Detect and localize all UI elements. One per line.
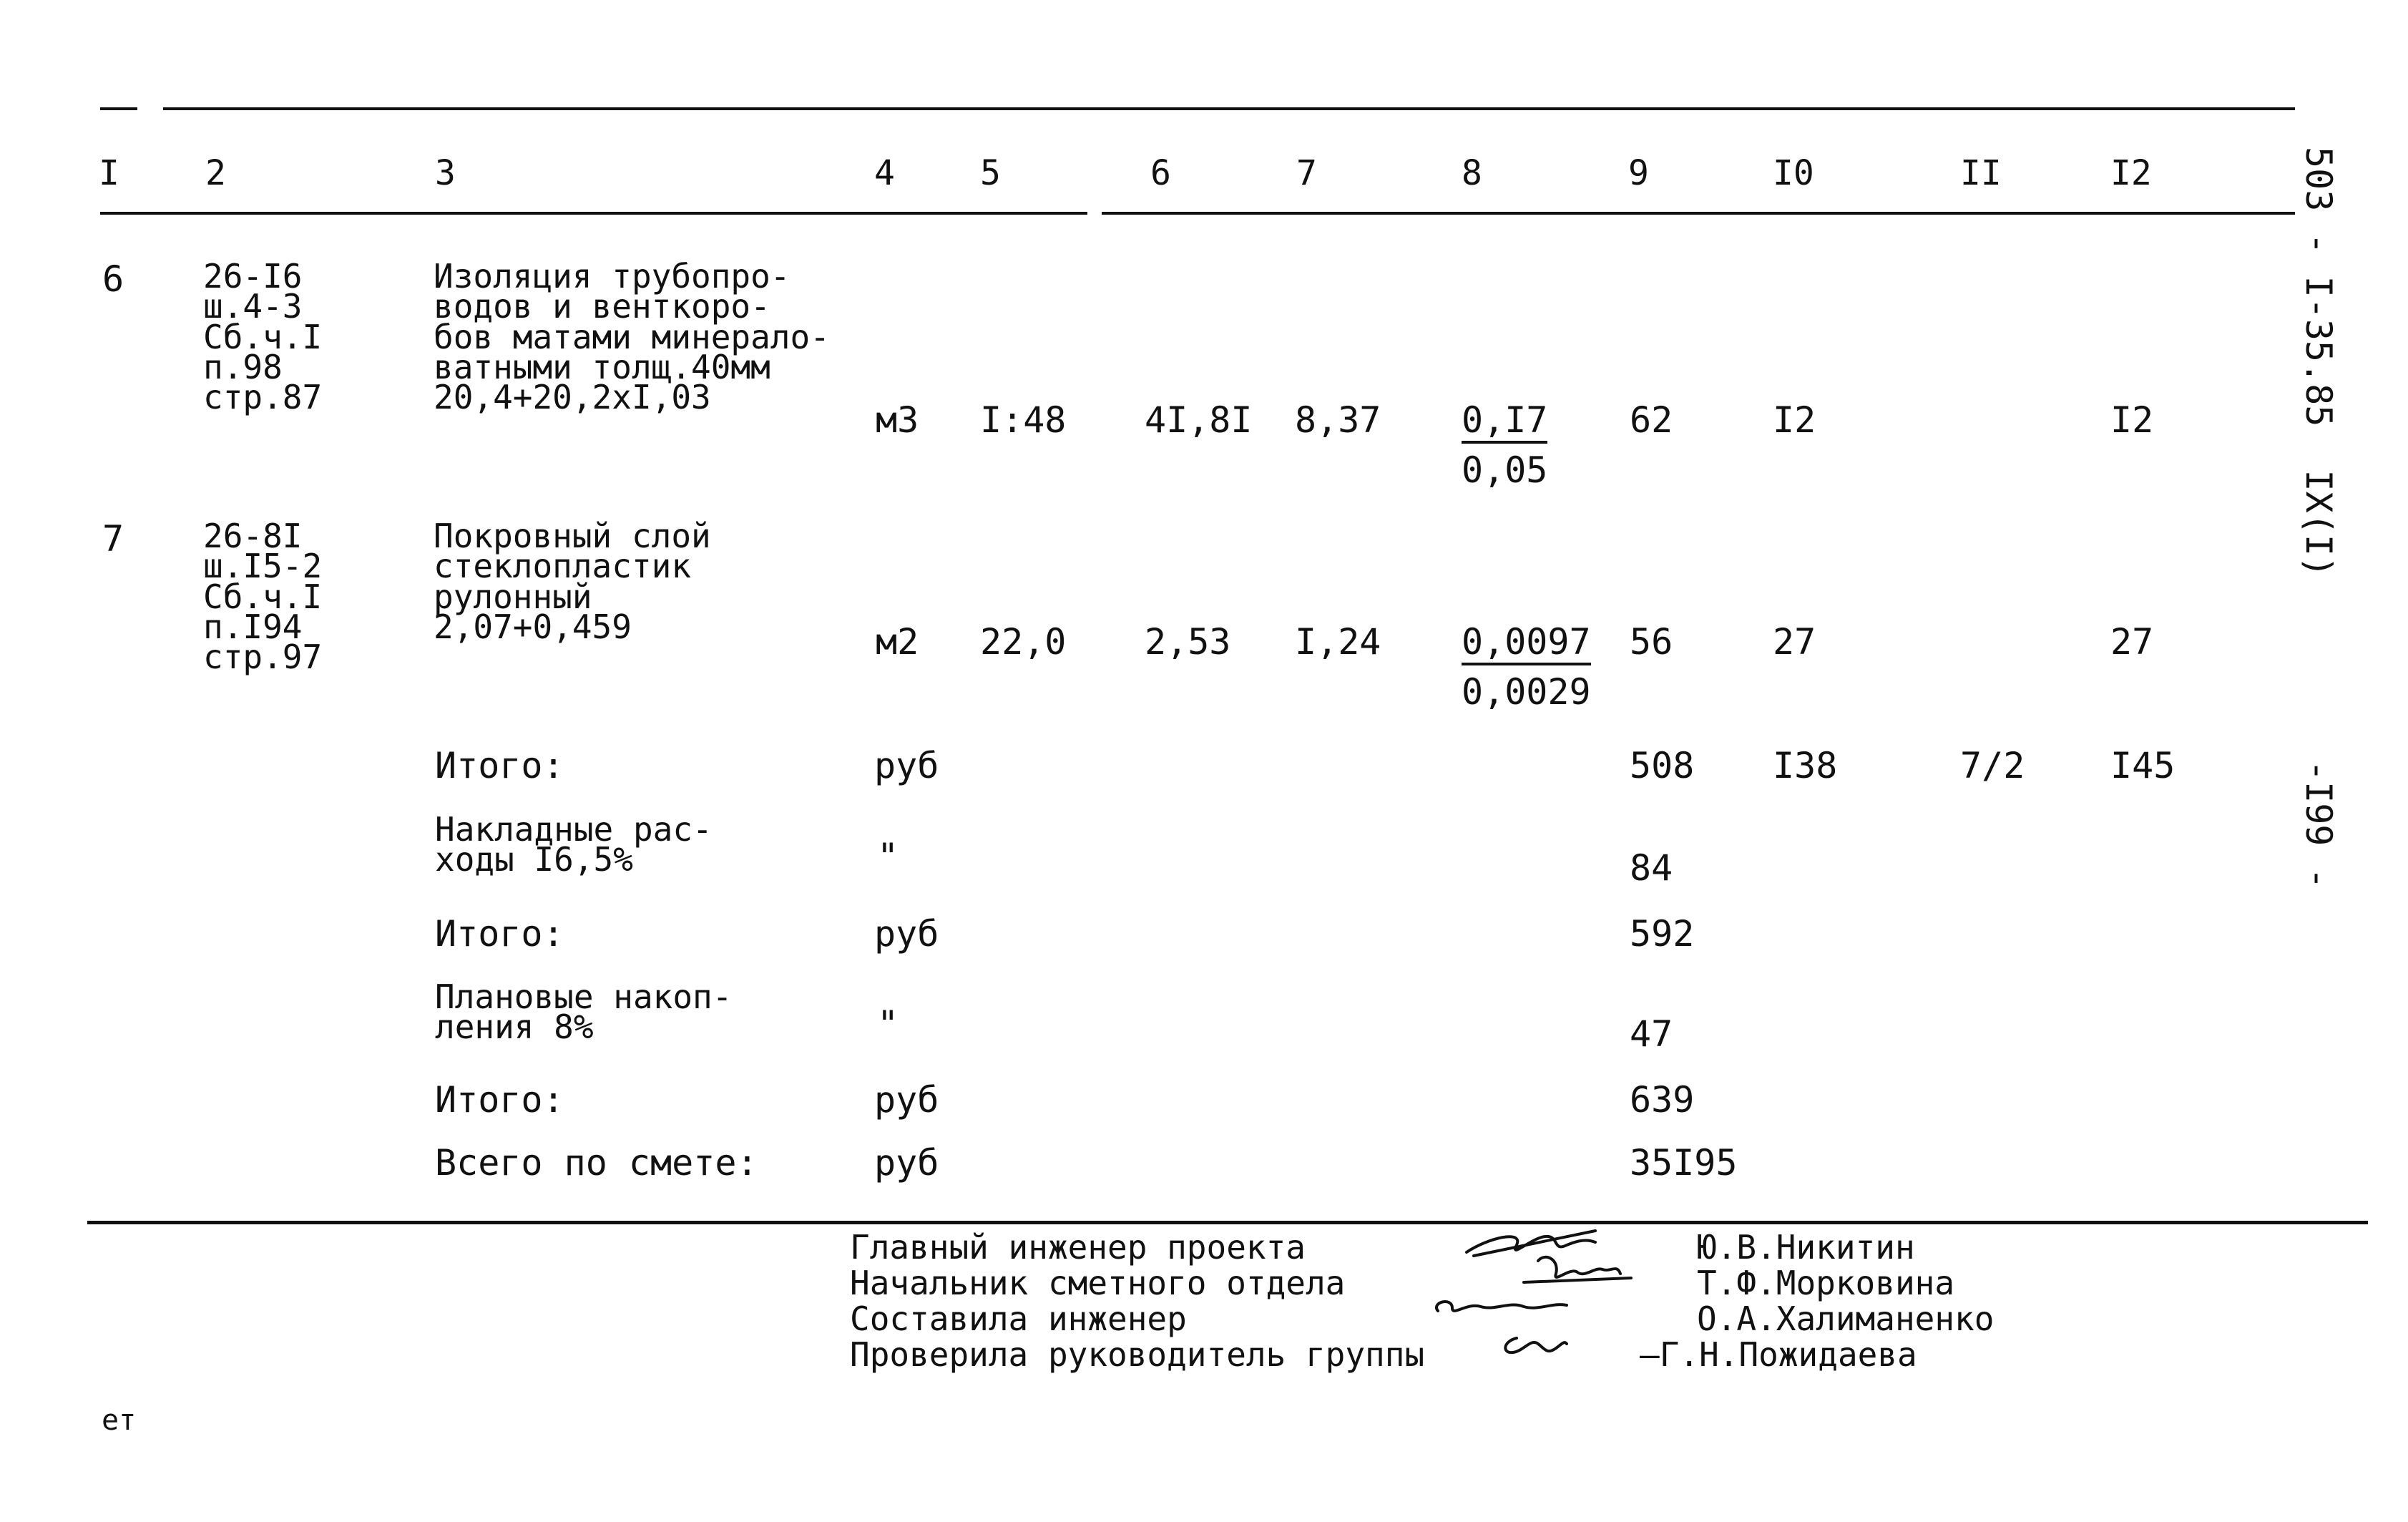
row-col8-fraction (1462, 621, 1591, 713)
column-header-10: I0 (1773, 153, 1814, 193)
grand-total-col9: 35I95 (1630, 1142, 1738, 1184)
signature-name: Ю.В.Никитин (1697, 1228, 1915, 1267)
row-col8-bottom: 0,0029 (1462, 671, 1591, 713)
total-col9: 592 (1630, 913, 1695, 955)
column-header-9: 9 (1628, 153, 1649, 193)
header-rule-1 (100, 212, 1087, 215)
row-number: 6 (102, 258, 124, 300)
row-reference: 26-8I ш.I5-2 Сб.ч.I п.I94 стр.97 (203, 517, 323, 677)
column-header-4: 4 (874, 153, 895, 193)
row-col12: I2 (2110, 399, 2154, 441)
total-unit: руб (874, 1079, 939, 1121)
row-col7: I,24 (1295, 621, 1381, 663)
row-unit: м2 (876, 621, 919, 663)
top-rule (163, 107, 2295, 110)
column-header-1: I (99, 153, 119, 193)
column-header-12: I2 (2110, 153, 2152, 193)
document-code: 503 - I-35.85 IX(I) (2298, 147, 2339, 578)
signature-role: Начальник сметного отдела (850, 1264, 1346, 1302)
total-col12: I45 (2110, 745, 2175, 786)
header-rule-2 (1102, 212, 2295, 215)
row-col5: 22,0 (980, 621, 1067, 663)
row-col8-fraction (1462, 399, 1548, 491)
column-header-5: 5 (980, 153, 1001, 193)
row-unit: м3 (876, 399, 919, 441)
page-number: -I99 - (2298, 760, 2339, 889)
row-col7: 8,37 (1295, 399, 1381, 441)
grand-total-unit: руб (874, 1142, 939, 1184)
row-col8-top: 0,I7 (1462, 402, 1547, 444)
bottom-rule (87, 1221, 2368, 1224)
total-col11: 7/2 (1960, 745, 2025, 786)
row-col6: 4I,8I (1145, 399, 1253, 441)
total-col10: I38 (1773, 745, 1838, 786)
column-header-2: 2 (205, 153, 226, 193)
row-number: 7 (102, 518, 124, 560)
row-col8-top: 0,0097 (1462, 624, 1591, 665)
row-col10: I2 (1773, 399, 1816, 441)
total-label: Итого: (435, 745, 564, 786)
row-description: Изоляция трубопро- водов и венткоро- бов матами минерало- ватными толщ.40мм 20,4+20,2хI,03 (434, 257, 830, 417)
signature-name: Т.Ф.Морковина (1697, 1264, 1955, 1302)
total-col9: 639 (1630, 1079, 1695, 1121)
column-header-8: 8 (1462, 153, 1482, 193)
row-col8-bottom: 0,05 (1462, 449, 1548, 491)
total-label: Итого: (435, 1079, 564, 1121)
row-col5: I:48 (980, 399, 1067, 441)
signature-role: Составила инженер (850, 1299, 1187, 1338)
grand-total-label: Всего по смете: (435, 1142, 758, 1184)
row-description: Покровный слой стеклопластик рулонный 2,07+0,459 (434, 517, 711, 646)
handwritten-signatures (1424, 1216, 1681, 1388)
row-col9: 56 (1630, 621, 1673, 663)
column-header-7: 7 (1296, 153, 1317, 193)
signature-role: Проверила руководитель группы (850, 1335, 1425, 1374)
row-col12: 27 (2110, 621, 2154, 663)
planned-savings-unit: " (877, 1003, 899, 1045)
total-col9: 508 (1630, 745, 1695, 786)
column-header-6: 6 (1150, 153, 1171, 193)
top-rule-left (100, 107, 137, 110)
total-label: Итого: (435, 913, 564, 955)
overhead-unit: " (877, 836, 899, 877)
overhead-col9: 84 (1630, 847, 1673, 889)
planned-savings-col9: 47 (1630, 1013, 1673, 1055)
signature-name: —Г.Н.Пожидаева (1640, 1335, 1917, 1374)
row-reference: 26-I6 ш.4-3 Сб.ч.I п.98 стр.87 (203, 257, 323, 417)
planned-savings-label: Плановые накоп- ления 8% (435, 977, 733, 1047)
row-col9: 62 (1630, 399, 1673, 441)
signature-role: Главный инженер проекта (850, 1228, 1306, 1267)
row-col6: 2,53 (1145, 621, 1231, 663)
column-header-3: 3 (435, 153, 456, 193)
total-unit: руб (874, 913, 939, 955)
column-header-11: II (1960, 153, 2002, 193)
footer-mark: ет (102, 1404, 137, 1437)
row-col10: 27 (1773, 621, 1816, 663)
total-unit: руб (874, 745, 939, 786)
signature-name: О.А.Халиманенко (1697, 1299, 1995, 1338)
overhead-label: Накладные рас- ходы I6,5% (435, 810, 713, 879)
